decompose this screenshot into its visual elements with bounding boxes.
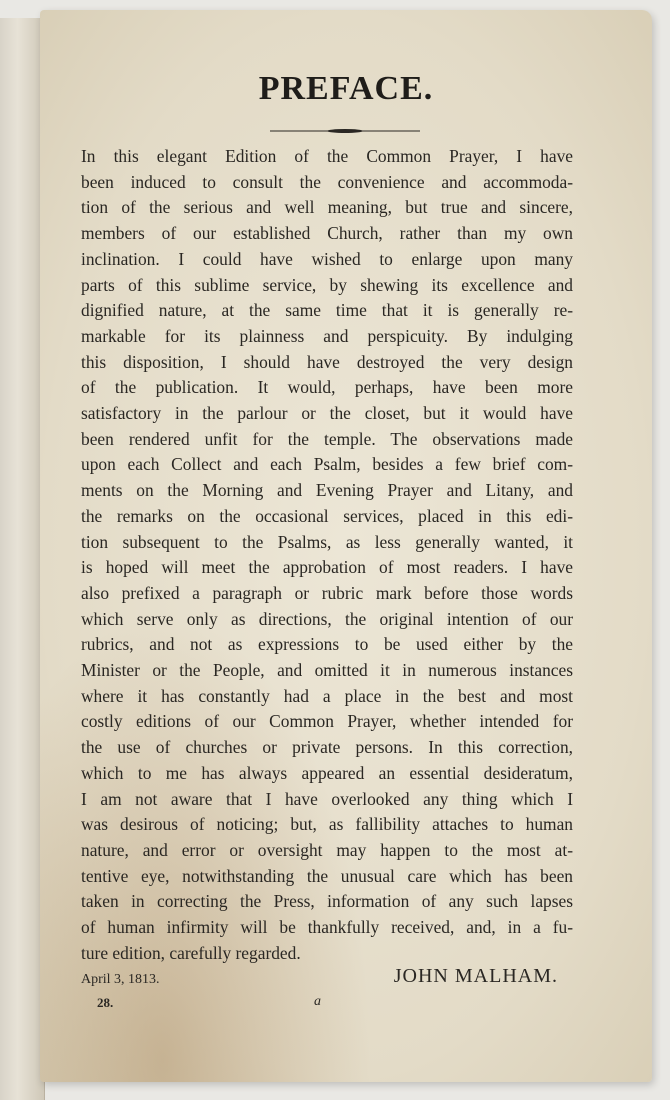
page-number: 28.	[97, 995, 114, 1010]
text-line: parts of this sublime service, by shewing its excellence and	[81, 274, 573, 295]
text-line: been rendered unfit for the temple. The observations made	[81, 428, 573, 449]
text-line: tentive eye, notwithstanding the unusual care which has been	[81, 865, 573, 886]
book-page	[40, 10, 652, 1082]
text-line: rubrics, and not as expressions to be used either by the	[81, 634, 573, 655]
text-line: taken in correcting the Press, information of any such lapses	[81, 891, 573, 912]
preface-body	[81, 144, 573, 967]
text-line: dignified nature, at the same time that it is generally re-	[81, 300, 573, 321]
text-line: tion subsequent to the Psalms, as less generally wanted, it	[81, 531, 573, 552]
printer-signature-mark: a	[314, 994, 321, 1009]
book-binding	[0, 18, 45, 1100]
text-line: Minister or the People, and omitted it in numerous instances	[81, 660, 573, 681]
text-line: which serve only as directions, the original intention of our	[81, 608, 573, 629]
text-line: of the publication. It would, perhaps, have been more	[81, 377, 573, 398]
text-line: was desirous of noticing; but, as fallibility attaches to human	[81, 814, 573, 835]
text-line: markable for its plainness and perspicuity. By indulging	[81, 325, 573, 346]
page-title: PREFACE.	[258, 70, 434, 107]
text-line: I am not aware that I have overlooked any thing which I	[81, 788, 573, 809]
text-line: is hoped will meet the approbation of most readers. I have	[81, 557, 573, 578]
text-line: members of our established Church, rather than my own	[81, 223, 573, 244]
text-line: also prefixed a paragraph or rubric mark before those words	[81, 582, 573, 603]
text-line: this disposition, I should have destroyed the very design	[81, 351, 573, 372]
text-line: satisfactory in the parlour or the closet, but it would have	[81, 403, 573, 424]
text-line: costly editions of our Common Prayer, whether intended for	[81, 711, 573, 732]
text-line: ments on the Morning and Evening Prayer and Litany, and	[81, 480, 573, 501]
text-line: inclination. I could have wished to enlarge upon many	[81, 248, 573, 269]
text-line: tion of the serious and well meaning, but true and sincere,	[81, 197, 573, 218]
text-line: the remarks on the occasional services, placed in this edi-	[81, 505, 573, 526]
preface-date: April 3, 1813.	[81, 972, 160, 987]
text-line: ture edition, carefully regarded.	[81, 942, 301, 963]
text-line: nature, and error or oversight may happen to the most at-	[81, 839, 573, 860]
author-signature: JOHN MALHAM.	[393, 965, 558, 987]
text-line: of human infirmity will be thankfully received, and, in a fu-	[81, 917, 573, 938]
text-line: where it has constantly had a place in the best and most	[81, 685, 573, 706]
text-line: the use of churches or private persons. In this correction,	[81, 737, 573, 758]
text-line: upon each Collect and each Psalm, besides a few brief com-	[81, 454, 573, 475]
text-line: which to me has always appeared an essential desideratum,	[81, 762, 573, 783]
ornamental-rule	[270, 128, 420, 134]
text-line: been induced to consult the convenience and accommoda-	[81, 171, 573, 192]
text-line: In this elegant Edition of the Common Prayer, I have	[81, 146, 573, 166]
